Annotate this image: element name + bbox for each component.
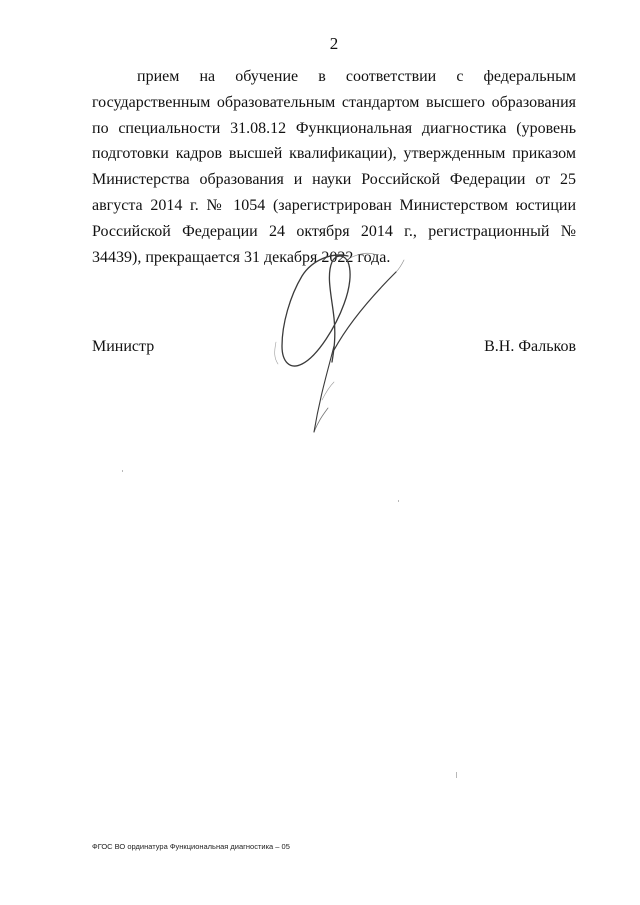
- page-number: 2: [329, 34, 339, 53]
- scan-speck: [456, 772, 457, 778]
- signatory-title: Министр: [92, 338, 155, 355]
- document-footer: ФГОС ВО ординатура Функциональная диагностика – 05: [92, 842, 290, 851]
- scan-speck: [398, 500, 399, 502]
- scan-speck: [122, 470, 123, 472]
- signatory-name: В.Н. Фальков: [484, 338, 576, 355]
- signature-icon: [262, 246, 412, 441]
- body-paragraph: прием на обучение в соответствии с федеральным государственным образовательным стандартом высшего образования по специальности 31.08.12 Функциональная диагностика (уровень подготовки кадров высшей квалификации), утвержденным приказом Министерства образования и науки Российской Федерации от 25 августа 2014 г. № 1054 (зарегистрирован Министерством юстиции Российской Федерации 24 октября 2014 г., регистрационный № 34439), прекращается 31 декабря 2022 года.: [92, 68, 576, 266]
